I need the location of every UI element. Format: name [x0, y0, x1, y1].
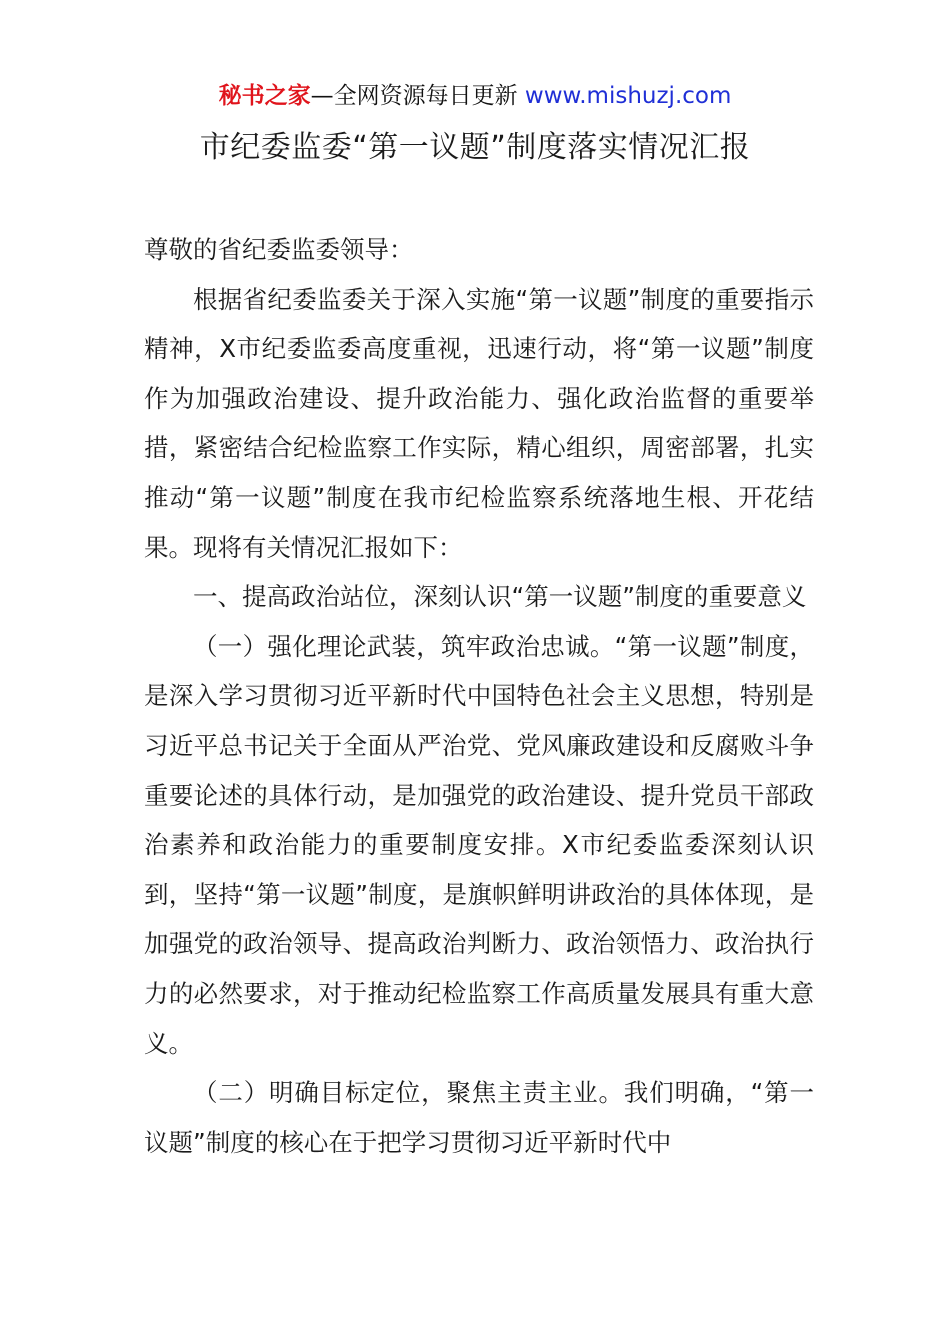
- section-heading-1: 一、提高政治站位，深刻认识“第一议题”制度的重要意义: [193, 582, 807, 612]
- site-header-banner: [0, 80, 950, 112]
- salutation: 尊敬的省纪委监委领导：: [144, 235, 414, 264]
- paragraph-subsection-2: （二）明确目标定位，聚焦主责主业。我们明确，“第一议题”制度的核心在于把学习贯彻习近平新时代中: [144, 1078, 814, 1157]
- site-url-link[interactable]: www.mishuzj.com: [524, 83, 732, 109]
- paragraph-subsection-1: （一）强化理论武装，筑牢政治忠诚。“第一议题”制度，是深入学习贯彻习近平新时代中国特色社会主义思想，特别是习近平总书记关于全面从严治党、党风廉政建设和反腐败斗争重要论述的具体行动，是加强党的政治建设、提升党员干部政治素养和政治能力的重要制度安排。X市纪委监委深刻认识到，坚持“第一议题”制度，是旗帜鲜明讲政治的具体体现，是加强党的政治领导、提高政治判断力、政治领悟力、政治执行力的必然要求，对于推动纪检监察工作高质量发展具有重大意义。: [144, 631, 814, 1058]
- paragraph-intro: 根据省纪委监委关于深入实施“第一议题”制度的重要指示精神，X市纪委监委高度重视，迅速行动，将“第一议题”制度作为加强政治建设、提升政治能力、强化政治监督的重要举措，紧密结合纪检监察工作实际，精心组织，周密部署，扎实推动“第一议题”制度在我市纪检监察系统落地生根、开花结果。现将有关情况汇报如下：: [144, 284, 814, 562]
- header-slogan: —全网资源每日更新: [310, 83, 518, 109]
- document-title: 市纪委监委“第一议题”制度落实情况汇报: [199, 130, 751, 165]
- brand-name: 秘书之家: [218, 83, 311, 109]
- document-body: [144, 225, 814, 1167]
